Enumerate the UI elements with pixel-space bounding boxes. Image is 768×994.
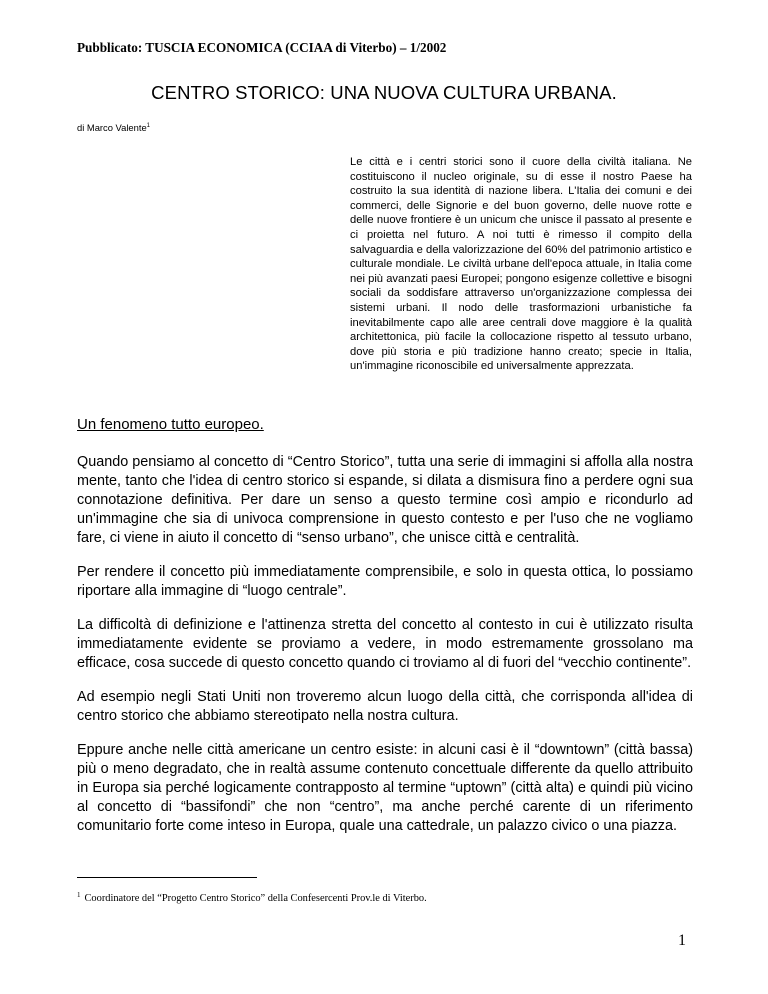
abstract-paragraph: Le città e i centri storici sono il cuore della civiltà italiana. Ne costituiscono il nucleo originale, su di esse il nostro Paese ha costruito la sua identità di nazione libera. L'Italia dei comuni e dei commerci, delle Signorie e del buon governo, delle nuove rotte e delle nuove frontiere è un unicum che unisce il passato al presente e ci proietta nel futuro. A noi tutti è rimesso il compito della salvaguardia e della valorizzazione del 60% del patrimonio artistico e culturale mondiale. Le civiltà urbane dell'epoca attuale, in Italia come nei più avanzati paesi Europei; pongono esigenze collettive e bisogni sociali da soddisfare attraverso un'organizzazione complessa dei sistemi urbani. Il nodo delle trasformazioni urbanistiche fa inevitabilmente capo alle aree centrali dove maggiore è la qualità architettonica, più facile la collocazione rispetto al tessuto urbano, dove più storia e più tradizione hanno creato; specie in Italia, un'immagine riconoscibile ed universalmente apprezzata. xyxy=(350,156,692,373)
footnote-divider xyxy=(77,877,257,878)
body-paragraph-1: Quando pensiamo al concetto di “Centro Storico”, tutta una serie di immagini si affolla alla nostra mente, tanto che l'idea di centro storico si espande, si dilata a dismisura fino a perdere ogni sua connotazione definitiva. Per dare un senso a questo termine così ampio e ricondurlo ad un'immagine che sia di univoca comprensione in questo contesto e per l'uso che ne vogliamo fare, ci viene in aiuto il concetto di “senso urbano”, che unisce città e centralità. xyxy=(77,454,693,546)
footnote xyxy=(77,891,427,904)
body-paragraph-2: Per rendere il concetto più immediatamente comprensibile, e solo in questa ottica, lo possiamo riportare alla immagine di “luogo centrale”. xyxy=(77,564,693,599)
body-paragraph-3: La difficoltà di definizione e l'attinenza stretta del concetto al contesto in cui è utilizzato risulta immediatamente evidente se proviamo a vedere, in modo estremamente grossolano ma efficace, cosa succede di questo concetto quando ci troviamo al di fuori del “vecchio continente”. xyxy=(77,617,693,671)
body-paragraph-4: Ad esempio negli Stati Uniti non troveremo alcun luogo della città, che corrisponda all'idea di centro storico che abbiamo stereotipato nella nostra cultura. xyxy=(77,689,693,724)
author-byline xyxy=(77,122,150,133)
page-number: 1 xyxy=(678,932,686,949)
footnote-reference: 1 xyxy=(146,123,150,129)
body-paragraph-5: Eppure anche nelle città americane un centro esiste: in alcuni casi è il “downtown” (città bassa) più o meno degradato, che in realtà assume contenuto concettuale differente da quello attribuito in Europa sia perché logicamente contrapposto al termine “uptown” (città alta) e quindi più vicino al concetto di “bassifondi” che non “centro”, ma anche perché carente di un riferimento comunitario forte come inteso in Europa, quale una cattedrale, un palazzo civico o una piazza. xyxy=(77,742,693,834)
author-name: di Marco Valente xyxy=(77,122,147,133)
section-body xyxy=(77,453,693,851)
publication-header: Pubblicato: TUSCIA ECONOMICA (CCIAA di Viterbo) – 1/2002 xyxy=(77,40,447,55)
footnote-number: 1 xyxy=(77,891,81,899)
footnote-text: Coordinatore del “Progetto Centro Storico” della Confesercenti Prov.le di Viterbo. xyxy=(84,893,427,904)
document-title: CENTRO STORICO: UNA NUOVA CULTURA URBANA. xyxy=(151,82,617,103)
section-heading: Un fenomeno tutto europeo. xyxy=(77,416,264,433)
